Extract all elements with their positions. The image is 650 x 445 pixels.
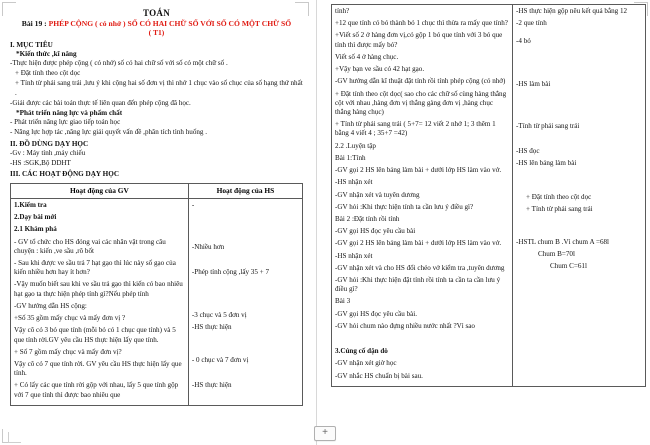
- gv-r-item-2: +Viết số 2 ở hàng đơn vị,có gộp 1 bó que tính với 3 bó que tính thì được mấy bó?: [335, 31, 503, 49]
- crop-mark-top-left: [2, 2, 16, 16]
- table-row: [11, 198, 303, 405]
- hs-r-item-8: + Tính từ phải sang trái: [526, 204, 593, 213]
- hs-item-4: -HS thực hiện: [191, 322, 232, 331]
- lesson-label: Bài 19 :: [21, 19, 49, 28]
- gv-r-item-11: -HS nhận xét: [335, 178, 373, 187]
- hs-r-item-0: -HS thực hiện gộp nêu kết quả bằng 12: [516, 7, 628, 15]
- section-heading-hoat-dong: III. CÁC HOẠT ĐỘNG DẠY HỌC: [10, 169, 120, 178]
- hs-item-3: -3 chục và 5 đơn vị: [191, 310, 247, 319]
- gv-r-item-18: -GV nhận xét và cho HS đổi chéo vở kiểm tra ,tuyên dương: [335, 263, 505, 272]
- hs-item-2: -Phép tính cộng ,lấy 35 + 7: [191, 268, 269, 277]
- table-header-row: [11, 183, 303, 198]
- gv-item-1: 2.Dạy bài mới: [14, 213, 57, 222]
- gv-r-item-14: Bài 2 :Đặt tính rồi tính: [335, 214, 400, 223]
- muc-tieu-line-2: + Tính từ phải sang trái ,lưu ý khi cộng hai số đơn vị thì nhớ 1 chục vào số chục của số hạng thứ nhất .: [15, 79, 303, 97]
- gv-r-item-24: -GV nhận xét giờ học: [335, 359, 397, 368]
- hs-r-item-7: + Đặt tính theo cột dọc: [526, 192, 592, 201]
- table-row: [332, 5, 646, 387]
- gv-r-item-8: 2.2 .Luyện tập: [335, 141, 376, 150]
- gv-r-item-21: -GV gọi HS đọc yêu cầu bài.: [335, 309, 418, 318]
- muc-tieu-line-0: -Thực hiện được phép cộng ( có nhớ) số có hai chữ số với số có một chữ số .: [10, 58, 228, 67]
- cell-gv-left: [11, 198, 189, 405]
- hs-r-item-9: -HSTL chum B .Vì chum A =68l: [516, 237, 610, 246]
- muc-tieu-line-1: + Đặt tính theo cột dọc: [15, 69, 81, 78]
- section-heading-muc-tieu: I. MỤC TIÊU: [10, 40, 53, 49]
- cell-hs-right: [513, 5, 646, 387]
- hs-r-item-3: -HS làm bài: [516, 79, 551, 88]
- gv-item-3: - GV tổ chức cho HS đóng vai các nhân vật trong câu chuyện : kiến ,ve sầu ,rô bốt: [14, 237, 166, 255]
- crop-mark-top-right-2: [634, 2, 648, 16]
- hs-item-6: -HS thực hiện: [191, 381, 232, 390]
- do-dung-line-0: -Gv : Máy tính ,máy chiếu: [10, 148, 86, 157]
- subheading-phat-trien: *Phát triển năng lực và phẩm chất: [16, 109, 123, 118]
- section-heading-do-dung: II. ĐỒ DÙNG DẠY HỌC: [10, 139, 89, 148]
- lesson-title-line2: ( T1): [148, 28, 165, 38]
- gv-r-item-4: +Vậy bạn ve sầu có 42 hạt gạo.: [335, 65, 425, 74]
- gv-item-6: -GV hướng dẫn HS cộng:: [14, 301, 87, 310]
- gv-item-7: +Số 35 gồm mấy chục và mấy đơn vị ?: [14, 314, 126, 323]
- page-left: [0, 0, 311, 445]
- hs-r-item-1: -2 que tính: [516, 19, 547, 28]
- document-title: TOÁN: [142, 8, 171, 18]
- crop-mark-bottom: [8, 432, 21, 443]
- gv-r-item-6: + Đặt tính theo cột dọc( sao cho các chữ số cùng hàng thẳng cột với nhau ,hàng đơn vị thẳng gàng đơn vị ,hàng chục thẳng hàng chục): [335, 89, 507, 116]
- hs-item-0: -: [191, 200, 195, 209]
- crop-mark-top-right: [295, 2, 309, 16]
- gv-r-item-13: -GV hỏi :Khi thực hiện tính ta cần lưu ý điều gì?: [335, 202, 474, 211]
- muc-tieu-line2-0: - Phát triển năng lực giao tiếp toán học: [10, 118, 121, 127]
- gv-r-item-0: tính?: [335, 7, 350, 15]
- hs-r-item-10: Chum B=70l: [538, 250, 575, 259]
- gv-r-item-22: -GV hỏi chum nào đựng nhiều nước nhất ?Vì sao: [335, 321, 475, 330]
- activity-table-left: [10, 183, 303, 406]
- muc-tieu-line-3: -Giải được các bài toán thực tế liên quan đến phép cộng đã học.: [10, 98, 191, 107]
- gv-r-item-17: -HS nhận xét: [335, 251, 373, 260]
- cell-gv-right: [332, 5, 513, 387]
- hs-r-item-4: -Tính từ phải sang trái: [516, 121, 580, 130]
- hs-item-5: - 0 chục và 7 đơn vị: [191, 356, 249, 365]
- gv-r-item-20: Bài 3: [335, 297, 351, 306]
- add-page-button[interactable]: +: [314, 426, 336, 441]
- gv-item-9: + Số 7 gồm mấy chục và mấy đơn vị?: [14, 347, 122, 356]
- gv-item-10: Vậy cô có 7 que tính rời. GV yêu cầu HS thực hiện lấy que tính.: [14, 360, 182, 378]
- hs-item-1: -Nhiều hơn: [191, 243, 225, 252]
- gv-item-11: + Có lấy các que tính rời gộp với nhau, lấy 5 que tính gộp với 7 que tính thì được bao nhiêu que: [14, 381, 179, 399]
- do-dung-line-1: -HS :SGK,Bộ DDHT: [10, 158, 71, 167]
- muc-tieu-line2-1: - Năng lực hợp tác ,năng lực giải quyết vấn đề ,phân tích tình huống .: [10, 128, 208, 137]
- lesson-title-line1: PHÉP CỘNG ( có nhớ ) SỐ CÓ HAI CHỮ SỐ VỚI SỐ CÓ MỘT CHỮ SỐ: [48, 19, 292, 28]
- gv-r-item-15: -GV gọi HS đọc yêu cầu bài: [335, 227, 416, 236]
- activity-table-right: [331, 4, 646, 387]
- column-header-hs: Hoạt động của HS: [188, 183, 302, 198]
- gv-item-4: - Sau khi được ve sầu trả 7 hạt gạo thì lúc này số gạo của kiến nhiều hơn hay ít hơn?: [14, 259, 176, 277]
- gv-r-item-1: +12 que tính có bó thành bó 1 chục thì thừa ra mấy que tính?: [335, 19, 508, 28]
- column-header-gv: Hoạt động của GV: [11, 183, 189, 198]
- gv-item-5: -Vậy muốn biết sau khi ve sầu trả gạo thì kiến có bao nhiêu hạt gạo ta thực hiện phép tính gì?Nếu phép tính: [14, 280, 183, 298]
- gv-r-item-7: + Tính từ phải sang trái ( 5+7= 12 viết 2 nhớ 1; 3 thêm 1 bằng 4 viết 4 ; 35+7 =42): [335, 120, 496, 138]
- gv-item-0: 1.Kiểm tra: [14, 200, 47, 209]
- gv-r-item-12: -GV nhận xét và tuyên dương: [335, 190, 420, 199]
- page-gutter: [311, 0, 325, 445]
- gv-r-item-16: -GV gọi 2 HS lên bảng làm bài + dưới lớp HS làm vào vở.: [335, 239, 502, 248]
- hs-r-item-5: -HS đọc: [516, 147, 540, 156]
- gv-r-item-23: 3.Củng cố dặn dò: [335, 347, 388, 356]
- page-right: [325, 0, 650, 445]
- gv-r-item-9: Bài 1:Tính: [335, 153, 366, 162]
- gv-r-item-5: -GV hướng dẫn kĩ thuật đặt tính rồi tính phép cộng (có nhớ): [335, 77, 506, 86]
- gv-item-8: Vậy cô có 3 bó que tính (mỗi bó có 1 chục que tính) và 5 que tính rời.GV yêu cầu HS thực hiện lấy que tính.: [14, 326, 176, 344]
- gv-r-item-25: -GV nhắc HS chuẩn bị bài sau.: [335, 371, 423, 380]
- hs-r-item-6: -HS lên bảng làm bài: [516, 159, 577, 168]
- gv-r-item-10: -GV gọi 2 HS lên bảng làm bài + dưới lớp HS làm vào vở.: [335, 166, 502, 175]
- hs-r-item-2: -4 bó: [516, 37, 531, 46]
- subheading-kien-thuc: *Kiến thức ,kĩ năng: [16, 49, 77, 58]
- hs-r-item-11: Chum C=61l: [550, 262, 587, 271]
- cell-hs-left: [188, 198, 302, 405]
- gv-r-item-19: -GV hỏi :Khi thực hiện đặt tính rồi tính ta cần ta cần lưu ý điều gì?: [335, 276, 501, 294]
- lesson-title: [10, 19, 303, 38]
- gv-item-2: 2.1 Khám phá: [14, 225, 57, 234]
- gv-r-item-3: Viết số 4 ở hàng chục.: [335, 52, 399, 61]
